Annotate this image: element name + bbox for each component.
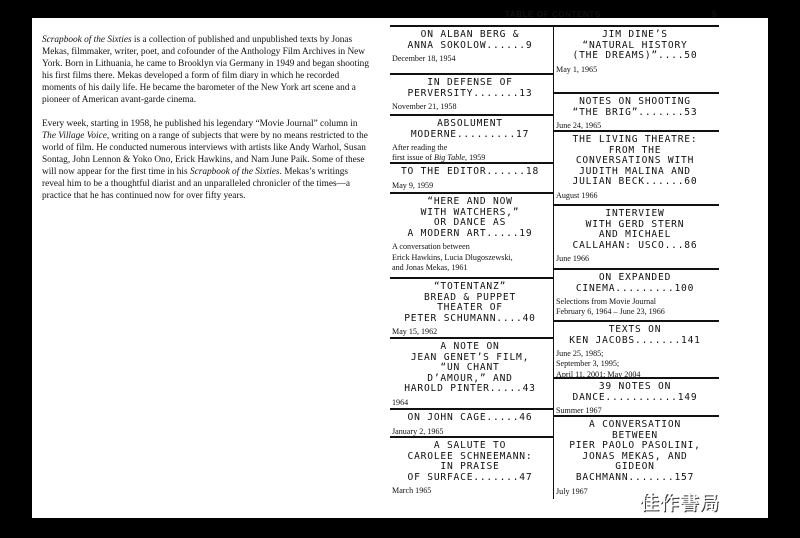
toc-entry	[390, 27, 553, 75]
toc-entry-date: Summer 1967	[556, 406, 602, 416]
toc-entry-title: ON EXPANDED CINEMA.........100	[575, 272, 695, 294]
toc-entry-date: August 1966	[556, 190, 598, 200]
toc-entry-date: January 2, 1965	[392, 426, 444, 436]
toc-entry-sub-text: After reading the first issue of	[392, 143, 448, 163]
page-number: 5	[712, 10, 717, 19]
toc-entry-date: Selections from Movie Journal February 6, 1964 – June 23, 1966	[556, 297, 665, 317]
toc-entry-title: A SALUTE TO CAROLEE SCHNEEMANN: IN PRAISE OF SURFACE.......47	[407, 440, 533, 483]
toc-entry	[390, 339, 553, 410]
toc-entry-title: TEXTS ON KEN JACOBS.......141	[569, 324, 701, 346]
toc-entry-title: A NOTE ON JEAN GENET’S FILM, “UN CHANT D’AMOUR,” AND HAROLD PINTER.....43	[404, 341, 536, 395]
intro-text: . Mekas’s writings reveal him to be a thoughtful diarist and an unparalleled chronicler of the times—a practice that he has continued now for over fifty years.	[42, 166, 350, 202]
toc-entry	[554, 379, 719, 417]
toc-entry-sub-text: , 1959	[465, 153, 486, 163]
toc-column-2	[553, 25, 719, 499]
toc-entry-title: 39 NOTES ON DANCE...........149	[572, 381, 698, 403]
toc-entry-title: ON JOHN CAGE.....46	[407, 412, 533, 423]
book-title-italic: Scrapbook of the Sixties	[189, 166, 280, 177]
toc-entry-title: “HERE AND NOW WITH WATCHERS,” OR DANCE AS A MODERN ART.....19	[407, 196, 533, 239]
toc-entry-date: March 1965	[392, 486, 432, 496]
toc-entry-date: December 18, 1954	[392, 54, 456, 64]
toc-entry-date: July 1967	[556, 486, 588, 496]
watermark-logo: 佳作書局	[640, 492, 721, 514]
book-title-italic: Scrapbook of the Sixties	[42, 35, 132, 45]
village-voice-italic: The Village Voice	[42, 130, 107, 141]
toc-entry	[390, 164, 553, 194]
toc-entry-date: May 1, 1965	[556, 64, 598, 74]
toc-entry	[554, 206, 719, 270]
toc-entry-title: IN DEFENSE OF PERVERSITY.......13	[407, 77, 533, 99]
toc-entry	[390, 279, 553, 339]
toc-column-1	[390, 25, 553, 497]
toc-entry	[390, 438, 553, 497]
toc-heading: TABLE OF CONTENTS	[505, 10, 601, 19]
intro-text: is a collection of published and unpublished texts by Jonas Mekas, filmmaker, writer, poet, and cofounder of the Anthology Film Archives in New York. Born in Lithuania, he came to Brooklyn via Germany in 1949 and began shooting his first films there. Mekas developed a form of film diary in which he recorded moments of his daily life. He became the barometer of the New York art scene and a pioneer of American avant-garde cinema.	[42, 35, 369, 106]
toc-entry-title: JIM DINE’S “NATURAL HISTORY (THE DREAMS)”....50	[572, 29, 698, 62]
toc-entry-title: ON ALBAN BERG & ANNA SOKOLOW......9	[407, 29, 533, 51]
toc-entry	[390, 75, 553, 116]
toc-entry-title: A CONVERSATION BETWEEN PIER PAOLO PASOLINI, JONAS MEKAS, AND GIDEON BACHMANN.......157	[569, 419, 701, 483]
toc-entry-title: INTERVIEW WITH GERD STERN AND MICHAEL CALLAHAN: USCO...86	[572, 208, 698, 251]
toc-entry	[390, 410, 553, 438]
intro-text: Every week, starting in 1958, he published his legendary “Movie Journal” column in	[42, 118, 358, 129]
toc-entry-date: May 9, 1959	[392, 180, 434, 190]
toc-entry-date: June 25, 1985; September 3, 1995; April 11, 2001; May 2004	[556, 349, 641, 379]
toc-entry-date: November 21, 1958	[392, 102, 457, 112]
toc-entry	[554, 132, 719, 206]
intro-text: , writing on a range of subjects that were by no means restricted to the world of film. He conducted numerous interviews with artists like Andy Warhol, Susan Sontag, John Lennon & Yoko Ono, Erick Hawkins, and Nam June Paik. Some of these will now appear for the first time in his	[42, 130, 368, 177]
big-table-italic: Big Table	[434, 153, 466, 163]
toc-entry	[554, 322, 719, 379]
toc-entry-title: “TOTENTANZ” BREAD & PUPPET THEATER OF PETER SCHUMANN....40	[404, 281, 536, 324]
toc-entry	[554, 94, 719, 132]
toc-entry	[390, 116, 553, 164]
toc-entry	[554, 417, 719, 499]
toc-entry	[554, 27, 719, 94]
toc-entry-date: May 15, 1962	[392, 327, 438, 337]
toc-entry-title: ABSOLUMENT MODERNE.........17	[410, 118, 530, 140]
toc-entry-title: TO THE EDITOR......18	[400, 166, 540, 177]
left-page-text	[42, 34, 372, 213]
toc-entry-date: A conversation between Erick Hawkins, Lucia Dlugoszewski, and Jonas Mekas, 1961	[392, 242, 513, 272]
toc-entry	[390, 194, 553, 279]
intro-paragraph-1	[42, 34, 372, 107]
toc-entry-date: June 24, 1965	[556, 121, 602, 131]
toc-entry-date: June 1966	[556, 254, 590, 264]
toc-entry-date: 1964	[392, 397, 409, 407]
toc-entry-title: THE LIVING THEATRE: FROM THE CONVERSATIONS WITH JUDITH MALINA AND JULIAN BECK......60	[572, 134, 698, 188]
toc-entry-title: NOTES ON SHOOTING “THE BRIG”.......53	[572, 96, 698, 118]
intro-paragraph-2	[42, 118, 372, 203]
toc-entry	[554, 270, 719, 322]
toc-entry-date	[392, 143, 548, 164]
